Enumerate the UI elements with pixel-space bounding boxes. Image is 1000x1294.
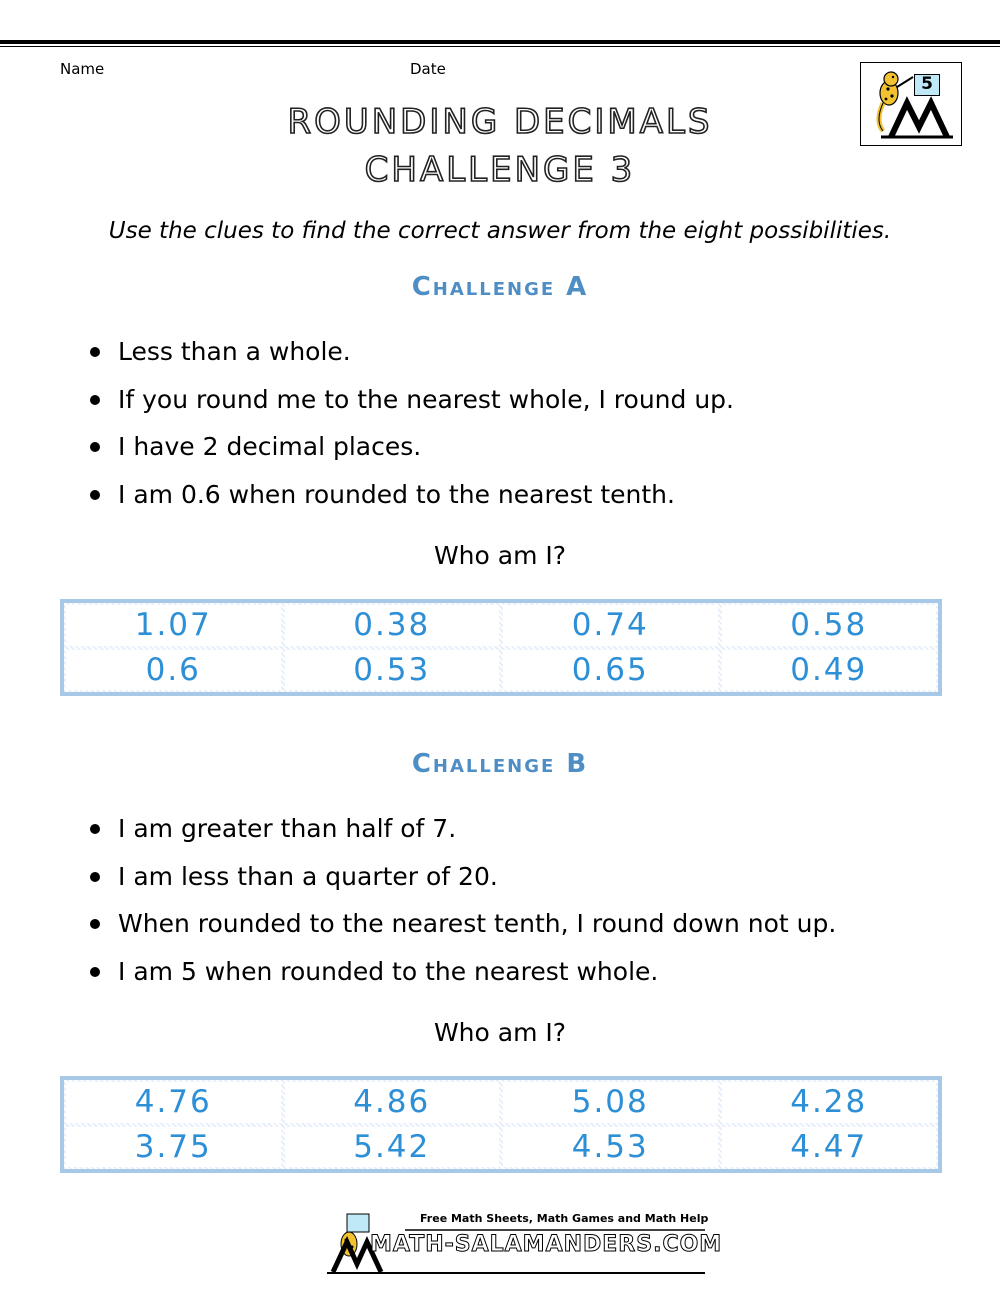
option-cell: 0.58 xyxy=(722,605,937,646)
list-item: I am greater than half of 7. xyxy=(90,814,970,862)
bullet-icon xyxy=(90,395,100,405)
challenge-b-options-grid xyxy=(60,1076,942,1173)
option-cell: 4.47 xyxy=(722,1127,937,1168)
bullet-icon xyxy=(90,824,100,834)
challenge-b-heading: Challenge B xyxy=(411,749,589,779)
option-cell: 3.75 xyxy=(66,1127,281,1168)
top-rule-thin xyxy=(0,46,1000,47)
list-item: When rounded to the nearest tenth, I round down not up. xyxy=(90,909,970,957)
option-cell: 1.07 xyxy=(66,605,281,646)
option-cell: 0.65 xyxy=(503,650,718,691)
list-item: I am less than a quarter of 20. xyxy=(90,862,970,910)
option-cell: 4.28 xyxy=(722,1082,937,1123)
challenge-a-heading: Challenge A xyxy=(411,272,589,302)
bullet-icon xyxy=(90,442,100,452)
bullet-icon xyxy=(90,967,100,977)
page-subtitle: CHALLENGE 3 xyxy=(364,150,636,190)
option-cell: 0.49 xyxy=(722,650,937,691)
challenge-a-clues xyxy=(90,337,970,527)
name-label: Name xyxy=(60,60,105,78)
option-cell: 5.08 xyxy=(503,1082,718,1123)
list-item: I am 0.6 when rounded to the nearest tenth. xyxy=(90,480,970,528)
bullet-icon xyxy=(90,490,100,500)
option-cell: 4.76 xyxy=(66,1082,281,1123)
list-item: I have 2 decimal places. xyxy=(90,432,970,480)
option-cell: 4.53 xyxy=(503,1127,718,1168)
instructions: Use the clues to find the correct answer from the eight possibilities. xyxy=(108,218,892,244)
option-cell: 0.74 xyxy=(503,605,718,646)
bullet-icon xyxy=(90,919,100,929)
footer-tagline: Free Math Sheets, Math Games and Math Help xyxy=(420,1212,709,1225)
list-item: Less than a whole. xyxy=(90,337,970,385)
bullet-icon xyxy=(90,872,100,882)
top-rule xyxy=(0,40,1000,44)
list-item: If you round me to the nearest whole, I round up. xyxy=(90,385,970,433)
challenge-a-options-grid xyxy=(60,599,942,696)
challenge-b-question: Who am I? xyxy=(433,1018,567,1047)
challenge-a-question: Who am I? xyxy=(433,541,567,570)
option-cell: 0.38 xyxy=(285,605,500,646)
challenge-b-clues xyxy=(90,814,970,1004)
date-label: Date xyxy=(410,60,446,78)
footer-site-name: MATH-SALAMANDERS.COM xyxy=(370,1232,723,1257)
option-cell: 5.42 xyxy=(285,1127,500,1168)
option-cell: 0.6 xyxy=(66,650,281,691)
list-item: I am 5 when rounded to the nearest whole. xyxy=(90,957,970,1005)
bullet-icon xyxy=(90,347,100,357)
grade-badge: 5 xyxy=(914,74,940,96)
page-title: ROUNDING DECIMALS xyxy=(287,102,713,142)
option-cell: 0.53 xyxy=(285,650,500,691)
option-cell: 4.86 xyxy=(285,1082,500,1123)
